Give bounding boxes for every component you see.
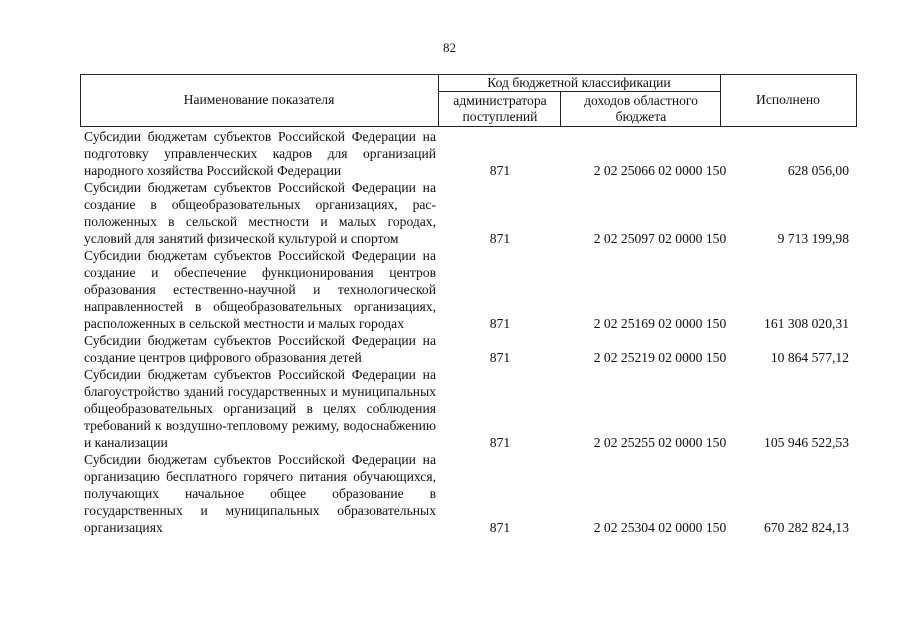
row-name: Субсидии бюджетам субъектов Российской Федерации на создание центров цифрового образования детей: [84, 333, 436, 365]
header-admin-column: администратора поступлений: [453, 93, 547, 124]
row-amount: 9 713 199,98: [777, 231, 849, 246]
header-budget-code-group: Код бюджетной классификации: [487, 74, 671, 90]
header-divider-admin: [560, 91, 561, 127]
row-amount: 10 864 577,12: [770, 350, 849, 365]
table-row: [84, 366, 857, 451]
row-admin-code: 871: [489, 316, 511, 331]
header-bottom-border: [80, 126, 857, 127]
row-revenue-code: 2 02 25255 02 0000 150: [593, 435, 727, 450]
table-row: [84, 451, 857, 536]
header-revenue-column: доходов областного бюджета: [584, 93, 698, 124]
row-revenue-code: 2 02 25219 02 0000 150: [593, 350, 727, 365]
row-revenue-code: 2 02 25169 02 0000 150: [593, 316, 727, 331]
header-right-border: [856, 74, 857, 127]
row-amount: 670 282 824,13: [764, 520, 849, 535]
row-name: Субсидии бюджетам субъектов Российской Федерации на создание в общеобразовательных организациях, расположенных в сельской местности и малых городах, условий для занятий физической культурой и спортом: [84, 180, 436, 246]
page-number: 82: [443, 40, 456, 55]
row-admin-code: 871: [489, 163, 511, 178]
row-amount: 105 946 522,53: [764, 435, 849, 450]
row-revenue-code: 2 02 25304 02 0000 150: [593, 520, 727, 535]
row-revenue-code: 2 02 25097 02 0000 150: [593, 231, 727, 246]
row-amount: 161 308 020,31: [764, 316, 849, 331]
row-name: Субсидии бюджетам субъектов Российской Федерации на благоустройство зданий государственных и муниципальных общеобразовательных организаций в целях соблюдения требований к воздушно-тепловому режиму, водоснабжению и канализации: [84, 367, 436, 450]
table-header: [80, 74, 857, 126]
row-name: Субсидии бюджетам субъектов Российской Федерации на подготовку управленческих кадров для организаций народного хозяйства Российской Федерации: [84, 129, 436, 178]
header-name-column: Наименование показателя: [183, 92, 335, 107]
row-revenue-code: 2 02 25066 02 0000 150: [593, 163, 727, 178]
header-executed-column: Исполнено: [756, 92, 820, 107]
row-admin-code: 871: [489, 231, 511, 246]
table-row: [84, 179, 857, 247]
table-row: [84, 247, 857, 332]
table-row: [84, 128, 857, 179]
row-admin-code: 871: [489, 520, 511, 535]
row-admin-code: 871: [489, 350, 511, 365]
row-admin-code: 871: [489, 435, 511, 450]
row-name: Субсидии бюджетам субъектов Российской Федерации на организацию бесплатного горячего питания обучающихся, получающих начальное общее образование в государственных и муниципальных образовательных организациях: [84, 452, 436, 535]
row-name: Субсидии бюджетам субъектов Российской Федерации на создание и обеспечение функционирования центров образования естественно-научной и технологической направленностей в общеобразовательных организациях, расположенных в сельской местности и малых городах: [84, 248, 436, 331]
table-row: [84, 332, 857, 366]
row-amount: 628 056,00: [787, 163, 849, 178]
table-body: [84, 128, 857, 536]
